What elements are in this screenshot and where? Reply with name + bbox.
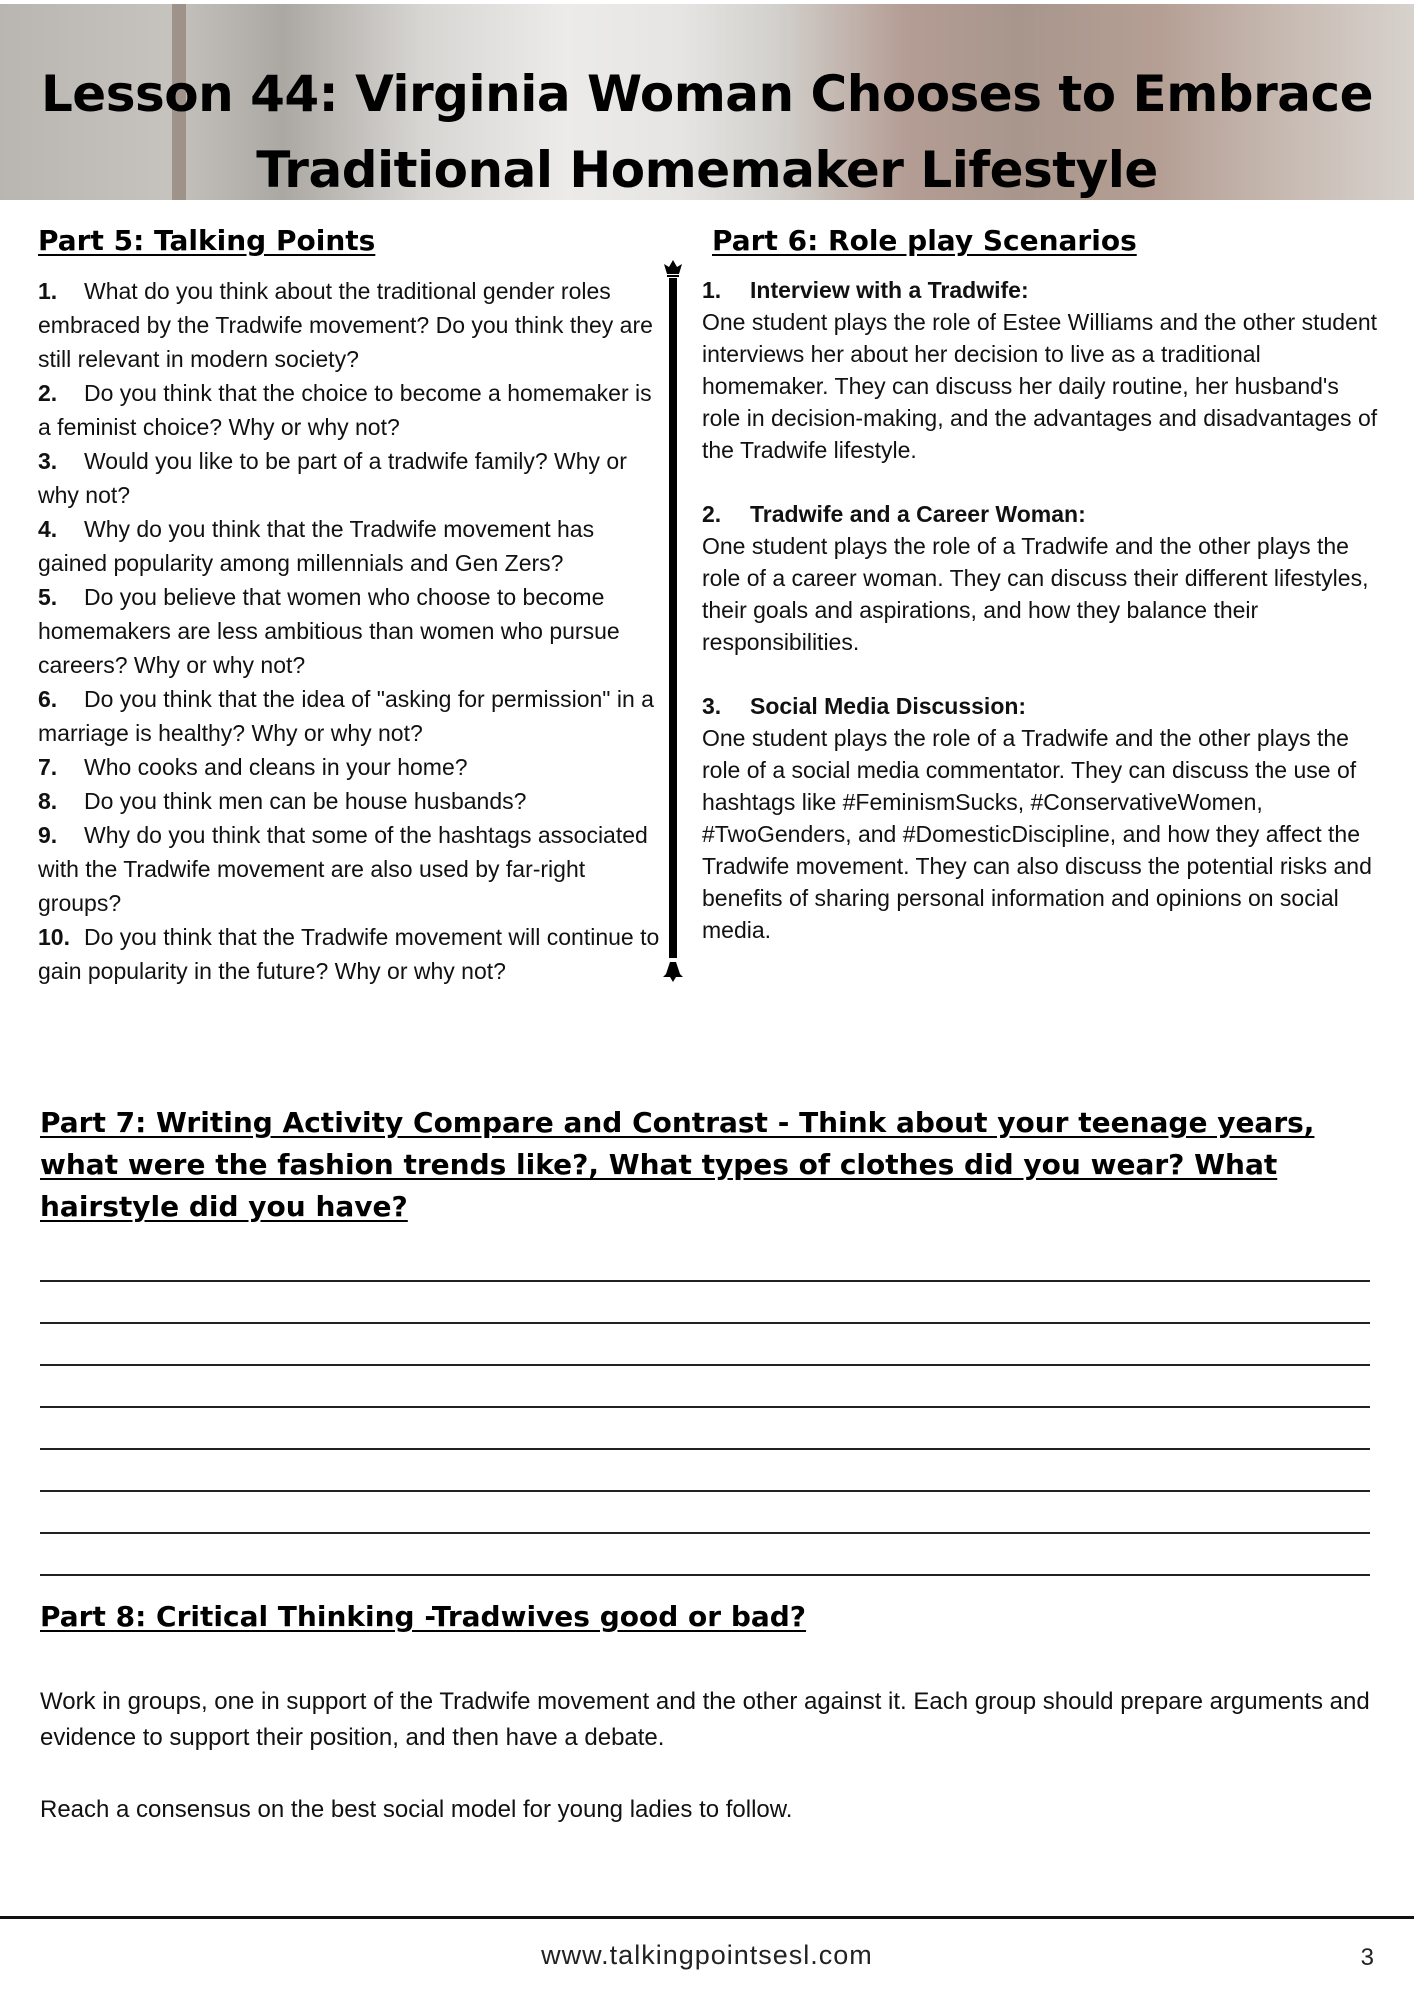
- item-number: 9.: [38, 822, 58, 848]
- writing-line[interactable]: [40, 1408, 1370, 1450]
- scenario-title-text: Tradwife and a Career Woman:: [750, 501, 1086, 527]
- lesson-title-line-1: Lesson 44: Virginia Woman Chooses to Embrace: [40, 65, 1374, 123]
- list-item: [702, 274, 1382, 466]
- item-number: 8.: [38, 788, 58, 814]
- item-number: 2.: [38, 380, 58, 406]
- crown-ornament-icon: [663, 258, 683, 278]
- bell-ornament-icon: [663, 962, 683, 982]
- part8-paragraph: Reach a consensus on the best social model for young ladies to follow.: [40, 1796, 793, 1823]
- item-number: 3.: [702, 693, 722, 719]
- writing-line[interactable]: [40, 1240, 1370, 1282]
- list-item: [38, 512, 660, 580]
- writing-line[interactable]: [40, 1366, 1370, 1408]
- lesson-title-line-2: Traditional Homemaker Lifestyle: [256, 141, 1158, 199]
- scenario-title: [702, 498, 1382, 530]
- item-text: Why do you think that some of the hashtags associated with the Tradwife movement are also used by far-right groups?: [38, 822, 648, 916]
- list-item: [38, 580, 660, 682]
- part7-heading: Part 7: Writing Activity Compare and Contrast - Think about your teenage years, what were the fashion trends like?, What types of clothes did you wear? What hairstyle did you have?: [40, 1106, 1315, 1223]
- part6-heading: Part 6: Role play Scenarios: [712, 224, 1137, 257]
- scenario-text: One student plays the role of a Tradwife and the other plays the role of a social media commentator. They can discuss the use of hashtags like #FeminismSucks, #ConservativeWomen, #TwoGenders, and #DomesticDiscipline, and how they affect the Tradwife movement. They can also discuss the potential risks and benefits of sharing personal information and opinions on social media.: [702, 725, 1372, 943]
- footer-website-link[interactable]: www.talkingpointsesl.com: [541, 1940, 873, 1970]
- item-text: Do you think that the choice to become a homemaker is a feminist choice? Why or why not?: [38, 380, 652, 440]
- item-text: What do you think about the traditional gender roles embraced by the Tradwife movement? Do you think they are still relevant in modern society?: [38, 278, 653, 372]
- list-item: [38, 682, 660, 750]
- item-text: Do you think men can be house husbands?: [84, 788, 527, 814]
- talking-points-list: [38, 274, 660, 988]
- list-item: [38, 750, 660, 784]
- scenario-text: One student plays the role of Estee Williams and the other student interviews her about her decision to live as a traditional homemaker. They can discuss her daily routine, her husband's role in decision-making, and the advantages and disadvantages of the Tradwife lifestyle.: [702, 309, 1378, 463]
- item-number: 1.: [38, 278, 58, 304]
- item-number: 2.: [702, 501, 722, 527]
- list-item: [38, 920, 660, 988]
- list-item: [702, 498, 1382, 658]
- scenario-text: One student plays the role of a Tradwife and the other plays the role of a career woman. They can discuss their different lifestyles, their goals and aspirations, and how they balance their responsibilities.: [702, 533, 1369, 655]
- item-text: Would you like to be part of a tradwife family? Why or why not?: [38, 448, 627, 508]
- part8-paragraph: Work in groups, one in support of the Tradwife movement and the other against it. Each group should prepare arguments and evidence to support their position, and then have a debate.: [40, 1688, 1370, 1751]
- part8-body: [40, 1684, 1370, 1864]
- header-banner: [0, 4, 1414, 200]
- item-text: Do you believe that women who choose to become homemakers are less ambitious than women who pursue careers? Why or why not?: [38, 584, 620, 678]
- role-play-list: [702, 274, 1382, 978]
- scenario-title-text: Interview with a Tradwife:: [750, 277, 1029, 303]
- scenario-title: [702, 690, 1382, 722]
- item-text: Why do you think that the Tradwife movement has gained popularity among millennials and Gen Zers?: [38, 516, 595, 576]
- writing-line[interactable]: [40, 1282, 1370, 1324]
- list-item: [38, 376, 660, 444]
- list-item: [38, 818, 660, 920]
- item-number: 5.: [38, 584, 58, 610]
- divider-bar: [669, 278, 677, 958]
- item-number: 6.: [38, 686, 58, 712]
- column-divider: [663, 258, 683, 982]
- writing-line[interactable]: [40, 1324, 1370, 1366]
- writing-line[interactable]: [40, 1492, 1370, 1534]
- writing-lines: [40, 1240, 1370, 1576]
- item-text: Do you think that the Tradwife movement will continue to gain popularity in the future? Why or why not?: [38, 924, 660, 984]
- writing-line[interactable]: [40, 1534, 1370, 1576]
- item-text: Do you think that the idea of "asking for permission" in a marriage is healthy? Why or why not?: [38, 686, 654, 746]
- list-item: [38, 274, 660, 376]
- item-number: 10.: [38, 924, 70, 950]
- scenario-title-text: Social Media Discussion:: [750, 693, 1027, 719]
- lesson-title: [0, 56, 1414, 200]
- footer-divider: [0, 1916, 1414, 1919]
- list-item: [38, 784, 660, 818]
- item-number: 3.: [38, 448, 58, 474]
- part5-heading: Part 5: Talking Points: [38, 224, 376, 257]
- list-item: [38, 444, 660, 512]
- part8-heading: Part 8: Critical Thinking -Tradwives good or bad?: [40, 1600, 807, 1633]
- item-text: Who cooks and cleans in your home?: [84, 754, 468, 780]
- list-item: [702, 690, 1382, 946]
- writing-line[interactable]: [40, 1450, 1370, 1492]
- item-number: 7.: [38, 754, 58, 780]
- item-number: 1.: [702, 277, 722, 303]
- scenario-title: [702, 274, 1382, 306]
- item-number: 4.: [38, 516, 58, 542]
- page-number: 3: [1360, 1944, 1374, 1971]
